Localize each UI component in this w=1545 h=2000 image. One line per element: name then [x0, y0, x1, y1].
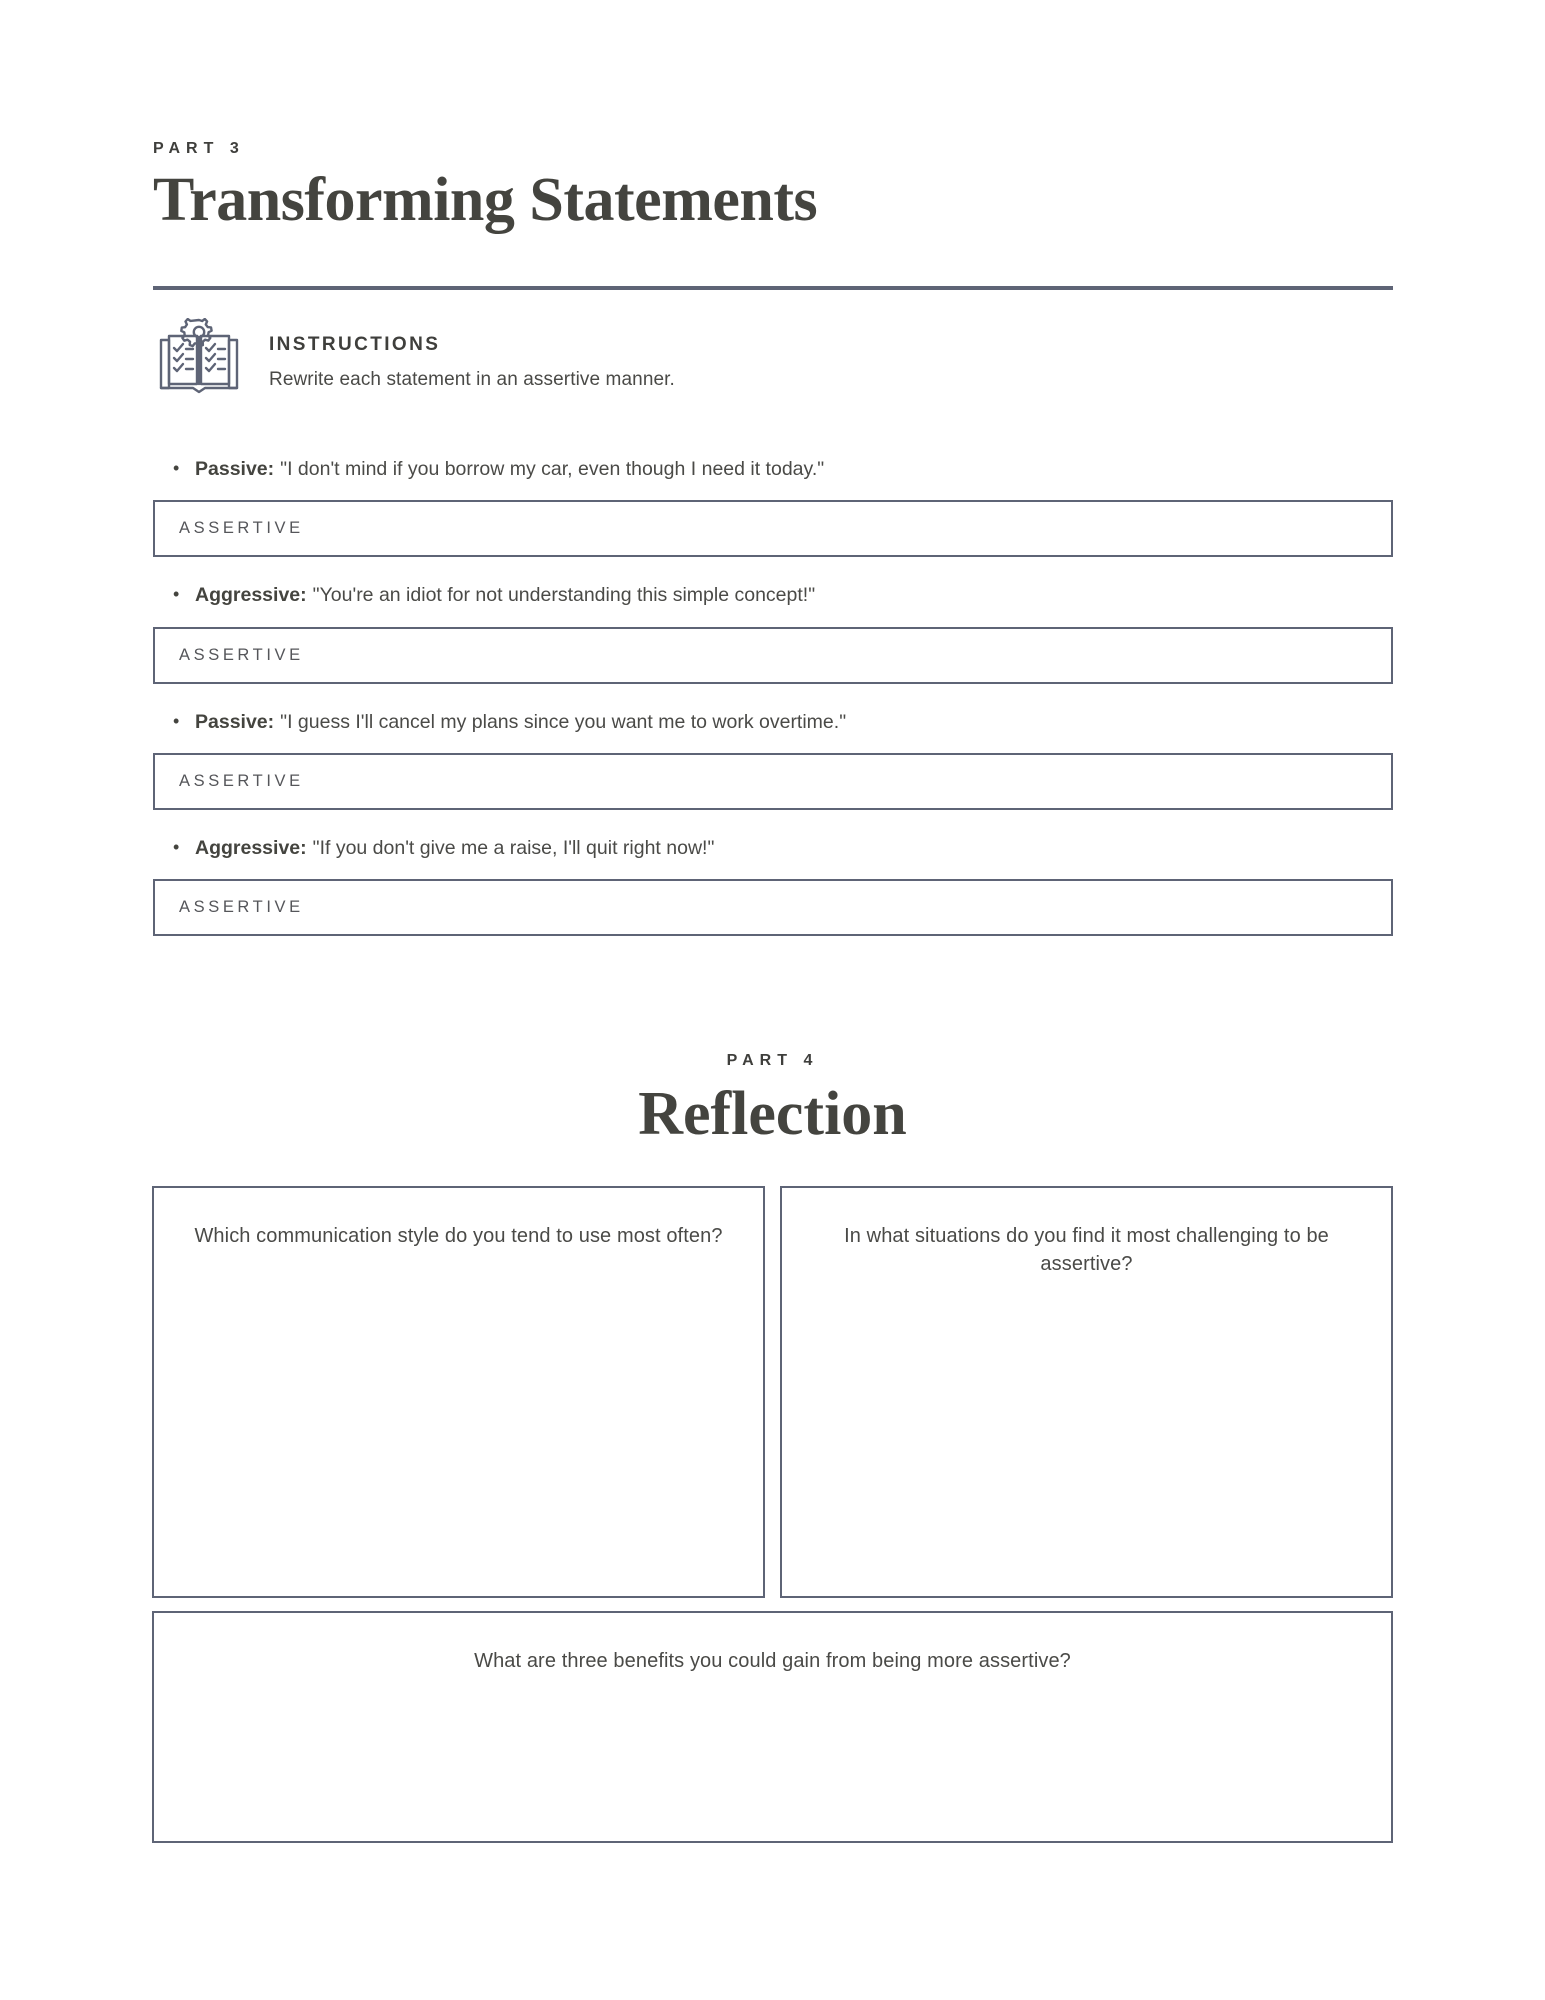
instructions-text	[269, 318, 675, 391]
statements-list	[153, 455, 1393, 960]
statement-label: Passive:	[195, 710, 275, 733]
reflection-answer-field-2[interactable]	[780, 1186, 1393, 1598]
statement-quote: "I don't mind if you borrow my car, even though I need it today."	[280, 458, 825, 480]
instructions-body: Rewrite each statement in an assertive manner.	[269, 369, 675, 390]
statement-label: Aggressive:	[195, 836, 307, 859]
bullet-icon: •	[173, 584, 180, 605]
statement-line	[153, 581, 1393, 610]
assertive-answer-field-3[interactable]	[153, 753, 1393, 810]
part4-eyebrow: PART 4	[726, 1052, 819, 1069]
statement-quote: "You're an idiot for not understanding this simple concept!"	[312, 584, 816, 607]
bullet-icon: •	[173, 458, 180, 478]
statement-item	[153, 455, 1393, 557]
reflection-question-1: Which communication style do you tend to use most often?	[194, 1225, 723, 1247]
instructions-heading: INSTRUCTIONS	[269, 334, 441, 355]
part3-title: Transforming Statements	[153, 166, 818, 234]
reflection-answer-field-3[interactable]	[152, 1611, 1393, 1843]
part4-header	[0, 1052, 1545, 1147]
assertive-placeholder: ASSERTIVE	[179, 519, 304, 538]
bullet-icon: •	[173, 710, 180, 731]
instructions-manual-icon	[153, 318, 245, 396]
assertive-placeholder: ASSERTIVE	[179, 645, 304, 664]
reflection-question-3: What are three benefits you could gain from being more assertive?	[474, 1650, 1071, 1672]
assertive-answer-field-4[interactable]	[153, 879, 1393, 936]
statement-item	[153, 581, 1393, 683]
assertive-placeholder: ASSERTIVE	[179, 898, 304, 916]
instructions-block	[153, 318, 675, 396]
reflection-answer-field-1[interactable]	[152, 1186, 765, 1598]
statement-line	[153, 834, 1393, 863]
part3-eyebrow: PART 3	[153, 140, 245, 157]
assertive-answer-field-1[interactable]	[153, 500, 1393, 557]
bullet-icon: •	[173, 836, 180, 857]
statement-label: Aggressive:	[195, 584, 307, 607]
statement-quote: "I guess I'll cancel my plans since you want me to work overtime."	[280, 710, 847, 733]
part4-title: Reflection	[638, 1080, 907, 1148]
statement-label: Passive:	[195, 458, 275, 480]
header-divider	[153, 286, 1393, 290]
reflection-question-2: In what situations do you find it most challenging to be assertive?	[844, 1225, 1329, 1276]
assertive-placeholder: ASSERTIVE	[179, 771, 304, 790]
assertive-answer-field-2[interactable]	[153, 627, 1393, 684]
reflection-row	[152, 1186, 1393, 1598]
statement-item	[153, 708, 1393, 810]
statement-quote: "If you don't give me a raise, I'll quit right now!"	[312, 836, 715, 859]
part3-header	[153, 140, 1393, 233]
statement-line	[153, 455, 1393, 484]
statement-item	[153, 834, 1393, 936]
statement-line	[153, 708, 1393, 737]
